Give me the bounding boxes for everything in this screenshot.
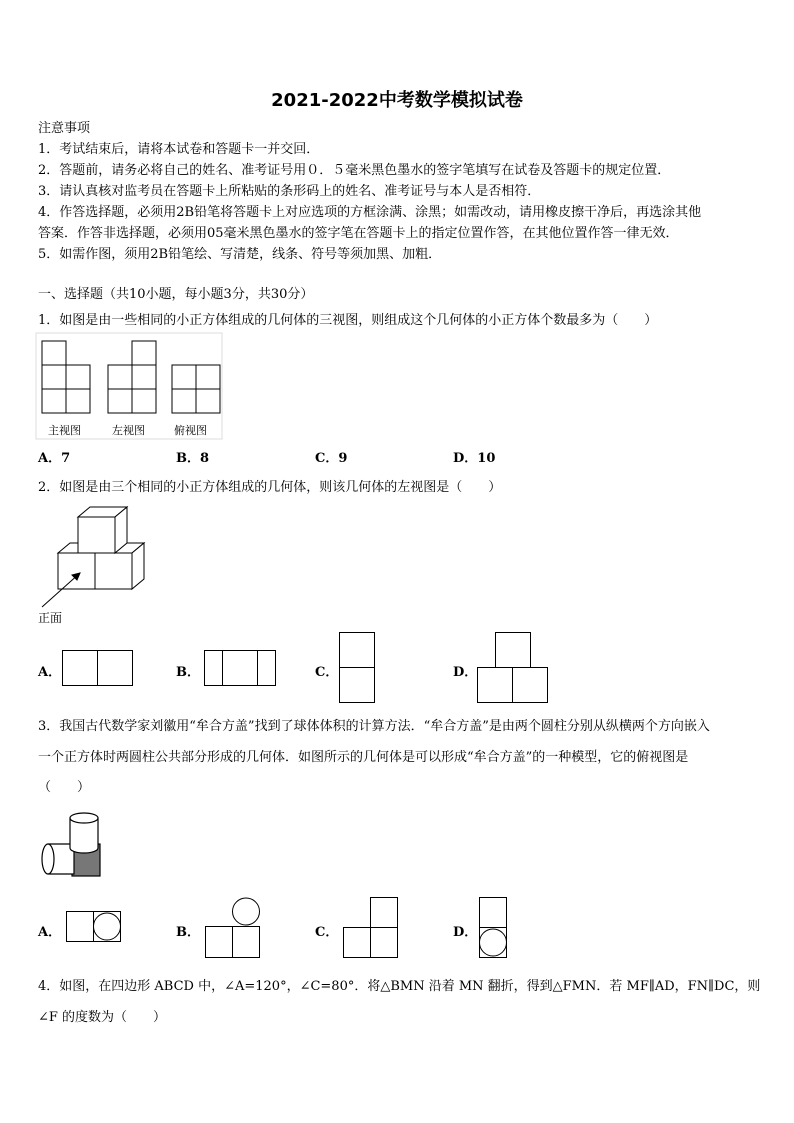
notice-item-4: 4．作答选择题，必须用2B铅笔将答题卡上对应选项的方框涂满、涂黑；如需改动，请用橡皮擦干净后，再选涂其他 bbox=[38, 205, 702, 220]
q3-option-d[interactable]: D． bbox=[453, 925, 478, 940]
q2-option-c[interactable]: C． bbox=[315, 665, 339, 680]
q2-option-a-figure[interactable] bbox=[62, 650, 134, 688]
q2-option-d[interactable]: D． bbox=[453, 665, 478, 680]
q1-stem: 1．如图是由一些相同的小正方体组成的几何体的三视图，则组成这个几何体的小正方体个数最多为（ ） bbox=[38, 313, 658, 328]
q2-cube-figure bbox=[36, 503, 156, 618]
q2-option-d-figure[interactable] bbox=[477, 632, 551, 706]
q3-stem-line-2: 一个正方体时两圆柱公共部分形成的几何体．如图所示的几何体是可以形成“牟合方盖”的一种模型，它的俯视图是 bbox=[38, 750, 689, 765]
notice-item-3: 3．请认真核对监考员在答题卡上所粘贴的条形码上的姓名、准考证号与本人是否相符． bbox=[38, 184, 541, 199]
notice-item-2: 2．答题前，请务必将自己的姓名、准考证号用０．５毫米黑色墨水的签字笔填写在试卷及答题卡的规定位置． bbox=[38, 163, 671, 178]
q3-option-b-figure[interactable] bbox=[205, 897, 261, 959]
q3-option-a-figure[interactable] bbox=[66, 911, 122, 943]
q1-option-c[interactable]: C．9 bbox=[315, 451, 348, 466]
q1-view-label-top: 俯视图 bbox=[174, 424, 207, 437]
page-title: 2021-2022中考数学模拟试卷 bbox=[271, 90, 523, 111]
q2-option-b-figure[interactable] bbox=[204, 650, 278, 688]
notice-item-4-cont: 答案．作答非选择题，必须用05毫米黑色墨水的签字笔在答题卡上的指定位置作答，在其他位置作答一律无效． bbox=[38, 226, 679, 241]
q2-option-b[interactable]: B． bbox=[176, 665, 200, 680]
notice-heading: 注意事项 bbox=[38, 121, 91, 136]
q4-stem-line-1: 4．如图，在四边形 ABCD 中，∠A=120°，∠C=80°．将△BMN 沿着 MN 翻折，得到△FMN．若 MF∥AD，FN∥DC，则 bbox=[38, 979, 761, 994]
q3-cylinder-model-figure bbox=[40, 808, 104, 880]
q1-option-a[interactable]: A．7 bbox=[38, 451, 71, 466]
q3-stem-line-3: （ ） bbox=[38, 780, 91, 795]
q2-front-label: 正面 bbox=[38, 611, 63, 625]
q3-stem-line-1: 3．我国古代数学家刘徽用“牟合方盖”找到了球体体积的计算方法．“牟合方盖”是由两个圆柱分别从纵横两个方向嵌入 bbox=[38, 719, 710, 734]
q3-option-c[interactable]: C． bbox=[315, 925, 339, 940]
q3-option-a[interactable]: A． bbox=[38, 925, 62, 940]
q2-stem: 2．如图是由三个相同的小正方体组成的几何体，则该几何体的左视图是（ ） bbox=[38, 480, 502, 495]
q4-stem-line-2: ∠F 的度数为（ ） bbox=[38, 1010, 167, 1025]
q3-option-b[interactable]: B． bbox=[176, 925, 200, 940]
q1-view-label-main: 主视图 bbox=[48, 424, 81, 437]
q1-option-d[interactable]: D．10 bbox=[453, 451, 496, 466]
notice-item-1: 1．考试结束后，请将本试卷和答题卡一并交回． bbox=[38, 142, 320, 157]
q3-option-d-figure[interactable] bbox=[479, 897, 509, 959]
q3-option-c-figure[interactable] bbox=[343, 897, 399, 959]
q2-option-a[interactable]: A． bbox=[38, 665, 62, 680]
notice-item-5: 5．如需作图，须用2B铅笔绘、写清楚，线条、符号等须加黑、加粗． bbox=[38, 247, 442, 262]
q1-view-label-left: 左视图 bbox=[112, 424, 145, 437]
section-heading: 一、选择题（共10小题，每小题3分，共30分） bbox=[38, 287, 314, 302]
q1-option-b[interactable]: B．8 bbox=[176, 451, 210, 466]
q2-option-c-figure[interactable] bbox=[339, 632, 377, 706]
